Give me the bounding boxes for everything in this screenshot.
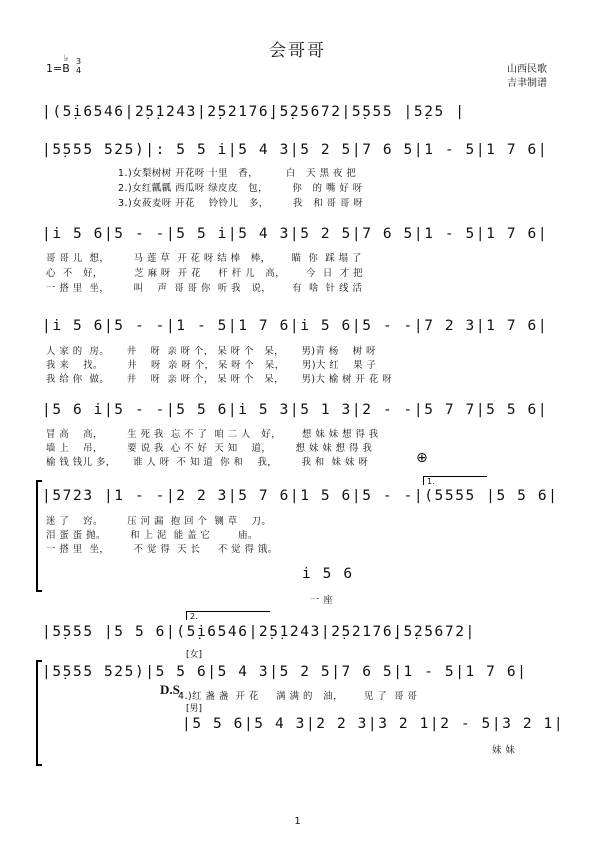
lyric-line: 哥 哥 儿 想， 马 莲 草 开 花 呀 结 棒 棒， 瞄 你 踩 塌 了 [46,253,362,264]
lyric-line: 4.)红 盏 盏 开 花 满 满 的 油， 见 了 哥 哥 [178,691,418,702]
lyric-line: 一 搭 里 坐， 叫 声 哥 哥 你 听 我 说， 有 啥 针 线 活 [46,283,363,294]
female-tag: [女] [186,650,203,660]
notes-line: |5 5 6|5 4 3|2 2 3|3 2 1|2 - 5|3 2 1| [182,716,565,732]
page-title: 会哥哥 [269,41,326,61]
lyric-line: 冒 高 高， 生 死 我 忘 不 了 咱 二 人 好， 想 妹 妹 想 得 我 [46,429,379,440]
lyric-line: 我 给 你 做。 井 呀 亲 呀 个， 呆 呀 个 呆， 男)大 榆 树 开 花 呀 [46,374,393,385]
credit-arranger: 吉聿制谱 [507,78,547,89]
flat-symbol: ♭ [64,54,69,64]
coda-icon: ⊕ [416,450,428,466]
page-number: 1 [294,816,301,827]
notes-line: i̇ 5 6 [302,566,354,582]
lyric-line: 人 家 的 房。 井 呀 亲 呀 个， 呆 呀 个 呆， 男)青 杨 树 呀 [46,346,376,357]
lyric-line: 1.)女梨树树 开花呀 十里 香， 白 天 黑 夜 把 [118,168,357,179]
credit-origin: 山西民歌 [507,64,547,75]
lyric-line: 一 搭 里 坐， 不 觉 得 天 长 不 觉 得 饿。 [46,544,278,555]
notes-line: |5̣555 |5 5 6|(5̣i̇6546|2̣5̣1243|2̣52176̣|5̣25672| [42,624,476,640]
notes-line: |5̣555 525)|5 5 6|5 4 3|5 2 5|7 6 5|1 - 5|1 7 6| [42,664,528,680]
dal-segno-mark: D.S. [160,682,184,697]
volta-1: 1. [423,476,487,485]
notes-line: |i̇ 5 6|5 - -|5 5 i̇|5 4 3|5 2 5|7 6 5|1 - 5|1 7 6| [42,226,549,242]
male-tag: [男] [186,704,203,714]
lyric-line: 墙 上 吊， 要 说 我 心 不 好 天 知 道， 想 妹 妹 想 得 我 [46,443,373,454]
lyric-line: 我 来 找。 井 呀 亲 呀 个， 呆 呀 个 呆， 男)大 红 果 子 [46,360,377,371]
notes-line: |5̣555 525)|: 5 5 i̇|5 4 3|5 2 5|7 6 5|1 - 5|1 7 6| [42,142,549,158]
lyric-line: 泪 蛋 蛋 抛。 和 上 泥 能 盖 它 庙。 [46,530,258,541]
volta-2: 2. [186,611,270,620]
notes-line: |5723 |1 - -|2 2 3|5 7 6|1 5 6|5 - -|(5555 |5 5 6| [42,488,559,504]
lyric-line: 3.)女莜麦呀 开花 铃铃儿 多， 我 和 哥 哥 呀 [118,198,364,209]
lyric-line: 2.)女红瓤瓤 西瓜呀 绿皮皮 包， 你 的 嘴 好 呀 [118,183,363,194]
notes-line: |(5̣i̇6546|2̣5̣1243|2̣52176̣|5̣25672|5̣555 |5̣25 | [42,104,466,120]
lyric-line: 迷 了 窍。 压 河 漏 抱 回 个 铡 草 刀。 [46,516,272,527]
time-signature: 3 4 [76,57,82,75]
lyric-line: 一 座 [310,595,334,606]
notes-line: |i̇ 5 6|5 - -|1 - 5|1 7 6|i̇ 5 6|5 - -|7 2 3|1 7 6| [42,318,549,334]
key-signature: 1=B ♭ 3 4 [46,54,82,75]
lyric-line: 榆 钱 钱儿 多， 谁 人 呀 不 知 道 你 和 我， 我 和 妹 妹 呀 [46,457,369,468]
lyric-line: 心 不 好， 芝 麻 呀 开 花 杆 杆 儿 高， 今 日 才 把 [46,268,363,279]
notes-line: |5 6 i̇|5 - -|5 5 6|i̇ 5 3|5 1 3|2 - -|5 7 7|5 5 6| [42,402,549,418]
lyric-line: 妹 妹 [492,745,516,756]
